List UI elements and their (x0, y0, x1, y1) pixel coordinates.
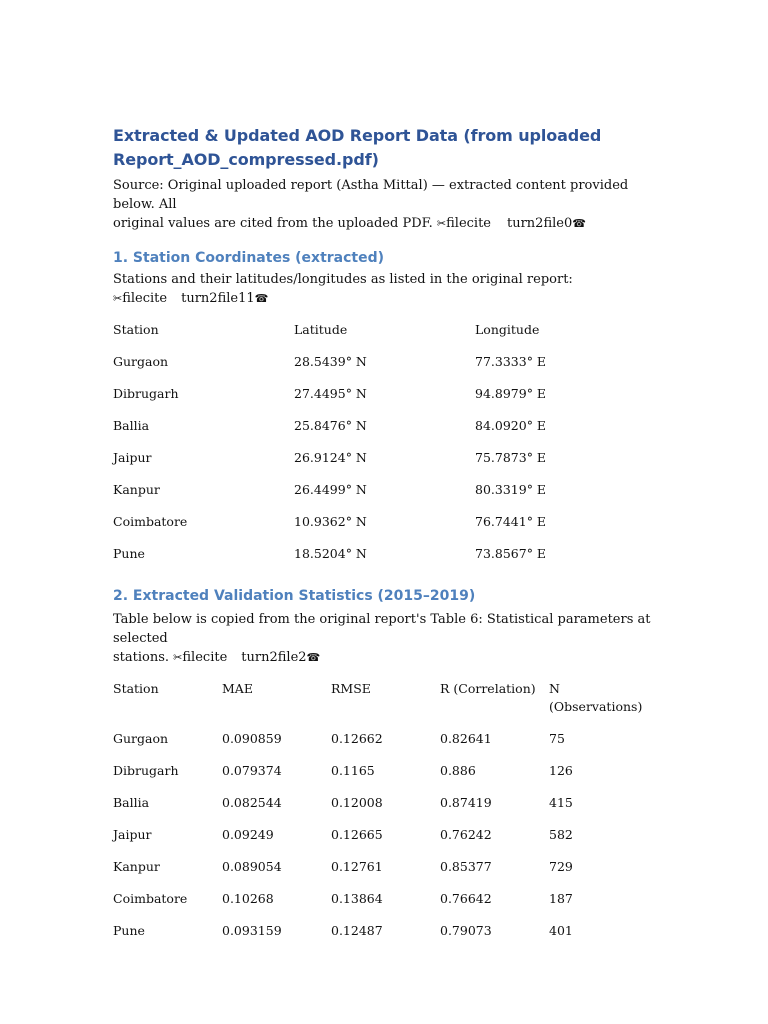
title-line-1: Extracted & Updated AOD Report Data (from uploaded (113, 126, 602, 145)
table-cell: 75.7873° E (475, 450, 547, 465)
table-cell: 0.093159 (222, 923, 282, 938)
table-cell: 77.3333° E (475, 354, 547, 369)
table-cell: 187 (549, 891, 573, 906)
table-cell: Jaipur (113, 827, 152, 842)
scissors-icon: ✂ (113, 292, 123, 305)
table-cell: 0.10268 (222, 891, 274, 906)
document-body (113, 124, 653, 954)
column-header: Latitude (294, 322, 348, 337)
table-row (113, 417, 653, 449)
table-cell: 25.8476° N (294, 418, 367, 433)
table-cell: 26.4499° N (294, 482, 367, 497)
table-header-row (113, 680, 653, 730)
table-cell: Pune (113, 923, 145, 938)
table-row (113, 545, 653, 577)
table-cell: 0.090859 (222, 731, 282, 746)
validation-statistics-table (113, 680, 653, 954)
table-cell: Gurgaon (113, 731, 169, 746)
table-cell: 0.1165 (331, 763, 375, 778)
intro-cite-b: turn2file0 (507, 216, 573, 231)
document-title (113, 124, 653, 172)
table-cell: 415 (549, 795, 573, 810)
table-cell: 582 (549, 827, 573, 842)
section-2-heading: 2. Extracted Validation Statistics (2015–2019) (113, 588, 476, 604)
table-cell: 75 (549, 731, 565, 746)
scissors-icon: ✂ (173, 651, 183, 664)
section-1-cite-b: turn2file11 (181, 291, 255, 306)
table-cell: 0.82641 (440, 731, 492, 746)
table-cell: 10.9362° N (294, 514, 367, 529)
table-header-row (113, 321, 653, 353)
section-2-para-line-2: stations. (113, 650, 174, 665)
intro-line-2: original values are cited from the uploaded PDF. (113, 216, 437, 231)
table-row (113, 385, 653, 417)
scissors-icon: ✂ (436, 217, 447, 230)
column-header: Station (113, 681, 159, 696)
table-cell: 28.5439° N (294, 354, 367, 369)
table-cell: Ballia (113, 795, 150, 810)
table-row (113, 449, 653, 481)
table-cell: 0.87419 (440, 795, 492, 810)
table-row (113, 353, 653, 385)
table-cell: 0.12008 (331, 795, 383, 810)
table-cell: Ballia (113, 418, 150, 433)
table-cell: 80.3319° E (475, 482, 547, 497)
section-2-para-line-1: Table below is copied from the original report's Table 6: Statistical parameters at selected (113, 612, 651, 646)
intro-cite-a: filecite (446, 216, 491, 231)
column-header (549, 680, 649, 716)
table-cell: 0.76642 (440, 891, 492, 906)
table-row (113, 826, 653, 858)
table-cell: 0.09249 (222, 827, 274, 842)
table-row (113, 794, 653, 826)
table-cell: 18.5204° N (294, 546, 367, 561)
table-cell: 26.9124° N (294, 450, 367, 465)
table-row (113, 922, 653, 954)
table-cell: Gurgaon (113, 354, 169, 369)
table-cell: 0.79073 (440, 923, 492, 938)
table-row (113, 481, 653, 513)
column-header: Longitude (475, 322, 540, 337)
section-2-cite-b: turn2file2 (241, 650, 307, 665)
section-1-paragraph (113, 270, 653, 308)
table-cell: Jaipur (113, 450, 152, 465)
table-cell: Pune (113, 546, 145, 561)
table-cell: 0.12665 (331, 827, 383, 842)
section-1-para-line-1: Stations and their latitudes/longitudes as listed in the original report: (113, 272, 573, 287)
table-row (113, 858, 653, 890)
table-cell: Coimbatore (113, 514, 188, 529)
section-1-cite-a: filecite (122, 291, 168, 306)
section-1-heading: 1. Station Coordinates (extracted) (113, 250, 385, 266)
table-cell: 0.12487 (331, 923, 383, 938)
table-cell: 73.8567° E (475, 546, 547, 561)
phone-icon: ☎ (306, 651, 321, 664)
table-cell: 84.0920° E (475, 418, 547, 433)
table-row (113, 513, 653, 545)
table-cell: Dibrugarh (113, 763, 179, 778)
table-cell: 0.089054 (222, 859, 282, 874)
table-cell: 0.85377 (440, 859, 492, 874)
phone-icon: ☎ (572, 217, 586, 230)
table-row (113, 762, 653, 794)
table-cell: Dibrugarh (113, 386, 179, 401)
table-row (113, 730, 653, 762)
table-cell: Kanpur (113, 482, 160, 497)
table-cell: Kanpur (113, 859, 160, 874)
section-2-cite-a: filecite (182, 650, 228, 665)
column-header-n: N (549, 681, 560, 696)
table-cell: 401 (549, 923, 573, 938)
title-line-2: Report_AOD_compressed.pdf) (113, 150, 379, 169)
column-header: RMSE (331, 681, 371, 696)
table-cell: 729 (549, 859, 573, 874)
phone-icon: ☎ (254, 292, 269, 305)
section-2-paragraph (113, 610, 653, 667)
intro-line-1: Source: Original uploaded report (Astha Mittal) — extracted content provided below. All (113, 178, 629, 212)
table-cell: 0.886 (440, 763, 476, 778)
table-cell: 126 (549, 763, 573, 778)
column-header: MAE (222, 681, 253, 696)
table-row (113, 890, 653, 922)
table-cell: 0.76242 (440, 827, 492, 842)
intro-paragraph (113, 176, 653, 233)
table-cell: 0.082544 (222, 795, 282, 810)
table-cell: Coimbatore (113, 891, 188, 906)
table-cell: 0.079374 (222, 763, 282, 778)
table-cell: 27.4495° N (294, 386, 367, 401)
table-cell: 76.7441° E (475, 514, 547, 529)
table-cell: 94.8979° E (475, 386, 547, 401)
table-cell: 0.12662 (331, 731, 383, 746)
table-cell: 0.13864 (331, 891, 383, 906)
table-cell: 0.12761 (331, 859, 383, 874)
station-coordinates-table (113, 321, 653, 577)
column-header: Station (113, 322, 159, 337)
column-header-n-sub: (Observations) (549, 699, 643, 714)
column-header: R (Correlation) (440, 681, 536, 696)
